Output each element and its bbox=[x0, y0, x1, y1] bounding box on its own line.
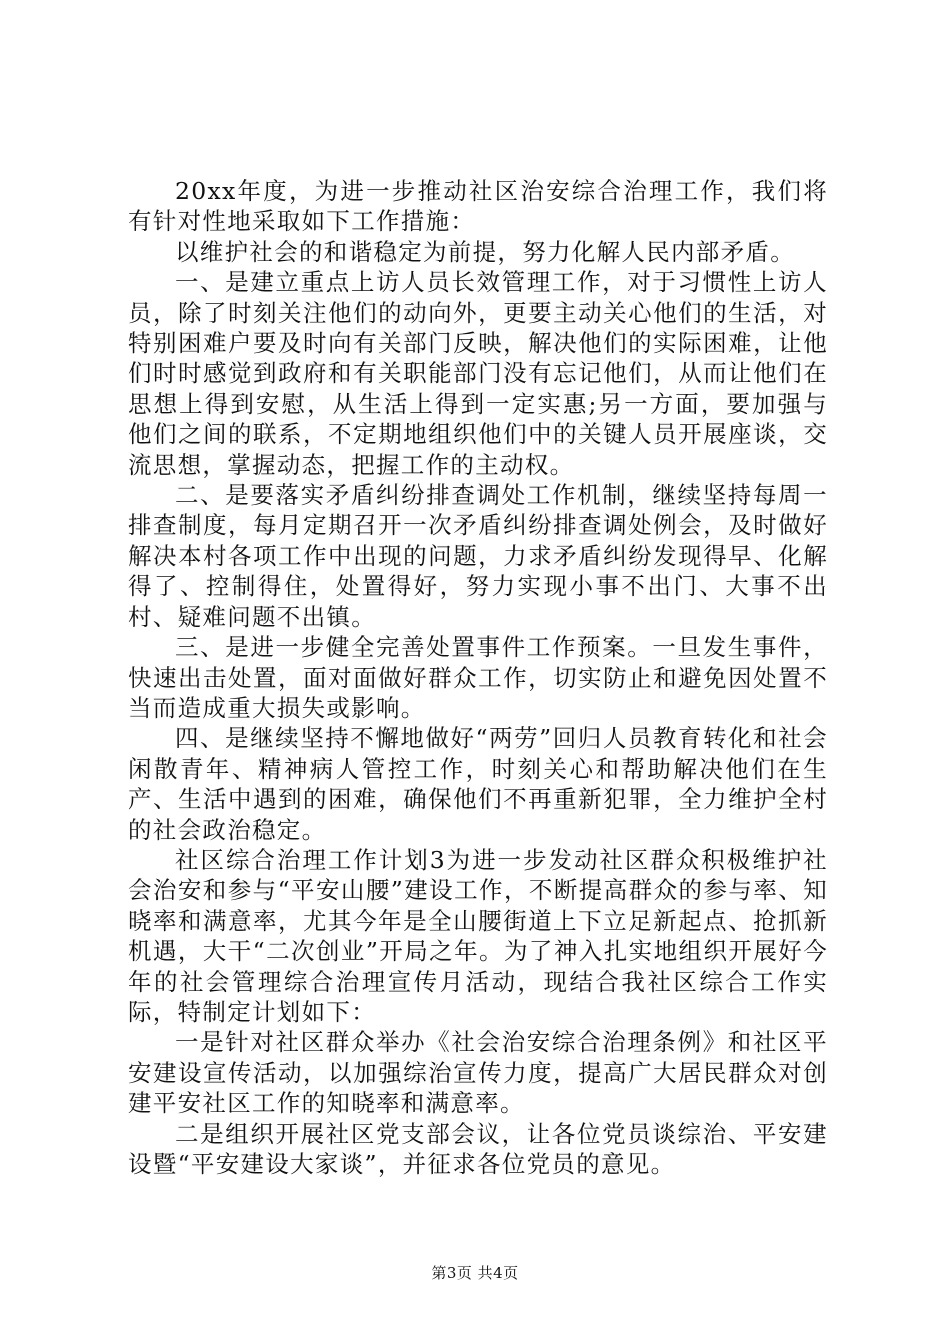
plan-item-one-paragraph: 一是针对社区群众举办《社会治安综合治理条例》和社区平安建设宣传活动，以加强综治宣传力度，提高广大居民群众对创建平安社区工作的知晓率和满意率。 bbox=[128, 1028, 828, 1118]
measure-four-paragraph: 四、是继续坚持不懈地做好“两劳”回归人员教育转化和社会闲散青年、精神病人管控工作，时刻关心和帮助解决他们在生产、生活中遇到的困难，确保他们不再重新犯罪，全力维护全村的社会政治稳定。 bbox=[128, 724, 828, 844]
page-footer: 第3页 共4页 bbox=[431, 1264, 519, 1282]
plan-item-two-paragraph: 二是组织开展社区党支部会议，让各位党员谈综治、平安建设暨“平安建设大家谈”，并征求各位党员的意见。 bbox=[128, 1119, 828, 1178]
premise-paragraph: 以维护社会的和谐稳定为前提，努力化解人民内部矛盾。 bbox=[175, 237, 795, 266]
measure-one-paragraph: 一、是建立重点上访人员长效管理工作，对于习惯性上访人员，除了时刻关注他们的动向外，更要主动关心他们的生活，对特别困难户要及时向有关部门反映，解决他们的实际困难，让他们时时感觉到政府和有关职能部门没有忘记他们，从而让他们在思想上得到安慰，从生活上得到一定实惠;另一方面，要加强与他们之间的联系，不定期地组织他们中的关键人员开展座谈，交流思想，掌握动态，把握工作的主动权。 bbox=[128, 268, 828, 479]
measure-two-paragraph: 二、是要落实矛盾纠纷排查调处工作机制，继续坚持每周一排查制度，每月定期召开一次矛盾纠纷排查调处例会，及时做好解决本村各项工作中出现的问题，力求矛盾纠纷发现得早、化解得了、控制得住，处置得好，努力实现小事不出门、大事不出村、疑难问题不出镇。 bbox=[128, 481, 828, 631]
plan-three-paragraph: 社区综合治理工作计划3为进一步发动社区群众积极维护社会治安和参与“平安山腰”建设工作，不断提高群众的参与率、知晓率和满意率，尤其今年是全山腰街道上下立足新起点、抢抓新机遇，大干“二次创业”开局之年。为了神入扎实地组织开展好今年的社会管理综合治理宣传月活动，现结合我社区综合工作实际，特制定计划如下： bbox=[128, 845, 828, 1026]
intro-paragraph: 20xx年度，为进一步推动社区治安综合治理工作，我们将有针对性地采取如下工作措施： bbox=[128, 177, 828, 236]
measure-three-paragraph: 三、是进一步健全完善处置事件工作预案。一旦发生事件，快速出击处置，面对面做好群众工作，切实防止和避免因处置不当而造成重大损失或影响。 bbox=[128, 633, 828, 722]
document-body bbox=[128, 176, 828, 1179]
